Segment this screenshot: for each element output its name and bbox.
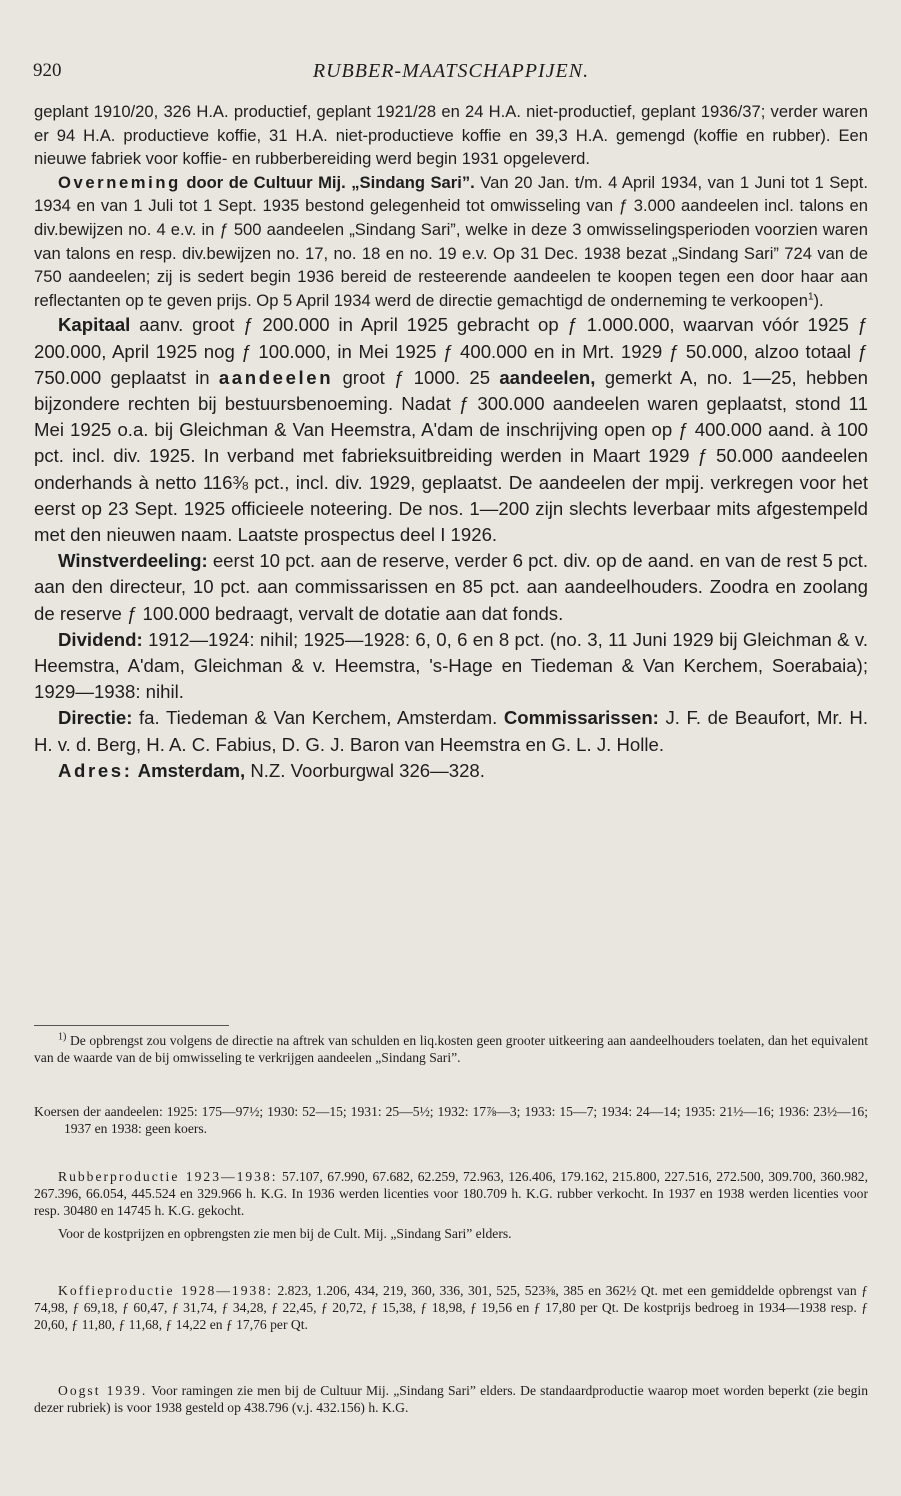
page-header (33, 60, 869, 90)
bold-word-aandeelen: aandeelen, (499, 366, 596, 388)
paragraph-text: N.Z. Voorburgwal 326—328. (250, 759, 485, 781)
rubber-block (34, 1168, 868, 1242)
section-label-rubberproductie: Rubberproductie 1923—1938: (58, 1169, 278, 1184)
oogst-note (34, 1382, 868, 1416)
footnote-text: De opbrengst zou volgens de directie na aftrek van schulden en liq.kosten geen grooter uitkeering aan aandeelhouders toelaten, dan het equivalent van de waarde van de bij omwisseling te verkrijgen aandeelen „Sindang Sari”. (34, 1033, 868, 1066)
rubber-text-2: Voor de kostprijzen en opbrengsten zie men bij de Cult. Mij. „Sindang Sari” elders. (58, 1225, 512, 1241)
paragraph-plantings (34, 100, 868, 171)
koffie-text: 2.823, 1.206, 434, 219, 360, 336, 301, 525, 523⅜, 385 en 362½ Qt. met een gemiddelde opbrengst van ƒ 74,98, ƒ 69,18, ƒ 60,47, ƒ 31,74, ƒ 34,28, ƒ 22,45, ƒ 20,72, ƒ 15,38, ƒ 18,98, ƒ 19,56 en ƒ 17,80 per Qt. De kostprijs bedroeg in 1934—1938 resp. ƒ 20,60, ƒ 11,80, ƒ 11,68, ƒ 14,22 en ƒ 17,76 per Qt. (34, 1283, 868, 1333)
koffie-block (34, 1282, 868, 1334)
section-label-commissarissen: Commissarissen: (503, 707, 659, 729)
paragraph-overneming (34, 171, 868, 313)
section-label-overneming-rest: door de Cultuur Mij. „Sindang Sari”. (186, 172, 475, 192)
paragraph-text: Van 20 Jan. t/m. 4 April 1934, van 1 Juni tot 1 Sept. 1934 en van 1 Juli tot 1 Sept. 1935 bestond gelegenheid tot omwisseling van ƒ 3.000 aandeelen incl. talons en div.bewijzen no. 4 e.v. in ƒ 500 aandeelen „Sindang Sari”, welke in deze 3 omwisselingsperioden voorzien waren van talons en resp. div.bewijzen no. 17, no. 18 en no. 19 e.v. Op 31 Dec. 1938 bezat „Sindang Sari” 724 van de 750 aandeelen; zij is sedert begin 1936 bereid de resteerende aandeelen te koopen tegen een door haar aan reflectanten op te geven prijs. Op 5 April 1934 werd de directie gemachtigd de onderneming te verkoopen (34, 172, 868, 310)
paragraph-text: fa. Tiedeman & Van Kerchem, Amsterdam. (139, 707, 498, 729)
spaced-word-aandeelen: aandeelen (218, 366, 334, 388)
section-label-kapitaal: Kapitaal (58, 314, 131, 336)
koffie-note (34, 1282, 868, 1334)
paragraph-winstverdeeling (34, 548, 868, 627)
footnote-block (34, 1032, 868, 1066)
paragraph-end: ). (813, 290, 824, 310)
rubber-note-2 (34, 1225, 868, 1242)
running-title: RUBBER-MAATSCHAPPIJEN. (312, 60, 590, 82)
section-label-adres: Adres: (58, 759, 133, 781)
paragraph-text: eerst 10 pct. aan de reserve, verder 6 pct. div. op de aand. en van de rest 5 pct. aan den directeur, 10 pct. aan commissarissen en 85 pct. aan aandeelhouders. Zoodra en zoolang de reserve ƒ 100.000 bedraagt, vervalt de dotatie aan dat fonds. (34, 550, 868, 624)
bold-city: Amsterdam, (137, 759, 246, 781)
paragraph-directie (34, 705, 868, 757)
paragraph-text: groot ƒ 1000. 25 (342, 366, 491, 388)
section-label-koffieproductie: Koffieproductie 1928—1938: (58, 1283, 273, 1298)
oogst-block (34, 1382, 868, 1416)
paragraph-text: aanv. groot ƒ 200.000 in April 1925 gebracht op ƒ 1.000.000, waarvan vóór 1925 ƒ 200.000, April 1925 nog ƒ 100.000, in Mei 1925 ƒ 400.000 en in Mrt. 1929 ƒ 50.000, alzoo totaal ƒ 750.000 geplaatst in (34, 314, 868, 388)
footnote (34, 1032, 868, 1066)
koersen-block (34, 1103, 868, 1137)
oogst-text: Voor ramingen zie men bij de Cultuur Mij. „Sindang Sari” elders. De standaardproductie waarop moet worden beperkt (zie begin dezer rubriek) is voor 1938 gesteld op 438.796 (v.j. 432.156) h. K.G. (34, 1383, 868, 1416)
paragraph-text: 1912—1924: nihil; 1925—1928: 6, 0, 6 en 8 pct. (no. 3, 11 Juni 1929 bij Gleichman & v. Heemstra, A'dam, Gleichman & v. Heemstra, 's-Hage en Tiedeman & Van Kerchem, Soerabaia); 1929—1938: nihil. (34, 628, 868, 703)
rubber-note (34, 1168, 868, 1220)
paragraph-dividend (34, 627, 868, 706)
paragraph-adres (34, 758, 868, 784)
rubber-text: 57.107, 67.990, 67.682, 62.259, 72.963, 126.406, 179.162, 215.800, 227.516, 272.500, 309.700, 360.982, 267.396, 66.054, 445.524 en 329.966 h. K.G. In 1936 werden licenties voor 180.709 h. K.G. rubber verkocht. In 1937 en 1938 werden licenties voor resp. 30480 en 14745 h. K.G. gekocht. (34, 1169, 869, 1219)
footnote-mark: 1) (58, 1031, 67, 1043)
paragraph-text: J. F. de Beaufort, Mr. H. H. v. d. Berg, H. A. C. Fabius, D. G. J. Baron van Heemstra en G. L. J. Holle. (34, 707, 868, 755)
paragraph-kapitaal (34, 312, 868, 548)
paragraph-text: gemerkt A, no. 1—25, hebben bijzondere rechten bij bestuursbenoeming. Nadat ƒ 300.000 aandeelen waren geplaatst, stond 11 Mei 1925 o.a. bij Gleichman & Van Heemstra, A'dam de inschrijving open op ƒ 400.000 aand. à 100 pct. incl. div. 1925. In verband met fabrieksuitbreiding werden in Maart 1929 ƒ 50.000 aandeelen onderhands à netto 116⅜ pct., incl. div. 1929, geplaatst. De aandeelen der mpij. verkregen voor het eerst op 23 Sept. 1925 officieele noteering. De nos. 1—200 zijn slechts leverbaar mits afgestempeld met den nieuwen naam. Laatste prospectus deel I 1926. (34, 366, 868, 545)
page-number: 920 (33, 60, 62, 81)
paragraph-text: geplant 1910/20, 326 H.A. productief, geplant 1921/28 en 24 H.A. niet-productief, geplant 1936/37; verder waren er 94 H.A. productieve koffie, 31 H.A. niet-productieve koffie en 39,3 H.A. gemengd (koffie en rubber). Een nieuwe fabriek voor koffie- en rubberbereiding werd begin 1931 opgeleverd. (34, 102, 868, 169)
section-label-winstverdeeling: Winstverdeeling: (58, 550, 208, 572)
section-label-dividend: Dividend: (58, 628, 143, 650)
koersen-note (34, 1103, 868, 1137)
footnote-rule (34, 1025, 229, 1026)
main-text (34, 100, 868, 784)
section-label-directie: Directie: (58, 707, 133, 729)
footnote-ref: 1 (807, 291, 814, 303)
section-label-overneming: Overneming (58, 172, 181, 192)
section-label-oogst: Oogst 1939. (58, 1383, 148, 1398)
koersen-text: Koersen der aandeelen: 1925: 175—97½; 1930: 52—15; 1931: 25—5½; 1932: 17⅞—3; 1933: 15—7; 1934: 24—14; 1935: 21½—16; 1936: 23½—16; 1937 en 1938: geen koers. (34, 1104, 868, 1137)
